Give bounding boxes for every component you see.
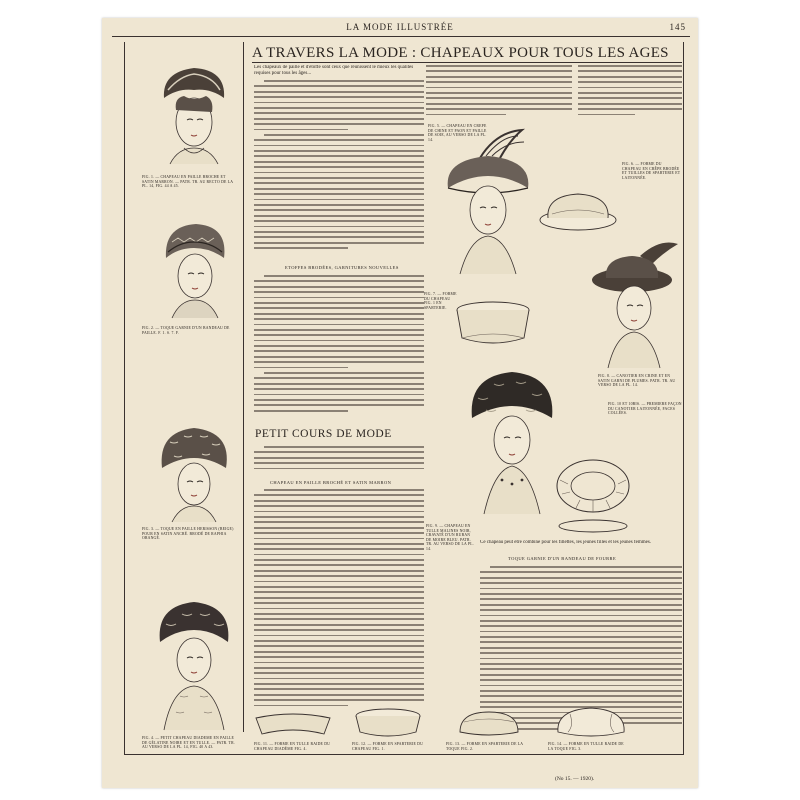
- left-border-rule: [124, 42, 125, 754]
- bottom-rule: [124, 754, 684, 755]
- right-border-rule: [683, 42, 684, 754]
- right-paragraph: Ce chapeau peut être combiné pour les fillettes, les jeunes filles et les jeunes femmes.: [480, 540, 652, 545]
- caption-fig-10: FIG. 10 ET 10BIS. — PREMIÈRE FAÇON DU CANOTIER LAITONNÉE, FACES COLLÉES.: [608, 402, 682, 416]
- illustration-fig-11: [252, 712, 334, 740]
- illustration-fig-4: [150, 596, 238, 734]
- running-head: [110, 22, 690, 36]
- caption-fig-4: FIG. 4. — PETIT CHAPEAU DIADÈME EN PAILLE DE GÉLATINE NOIRE ET EN TULLE. — PATR. TR. AU VERSO DE LA PL. 14, FIG. 40 A 43.: [142, 736, 235, 750]
- illustration-fig-7: [450, 300, 536, 348]
- caption-fig-2: FIG. 2. — TOQUE GARNIE D'UN BANDEAU DE PAILLE. F. 1. S. 7. F.: [142, 326, 230, 335]
- illustration-fig-3: [150, 418, 238, 524]
- course-body-text: [254, 489, 424, 711]
- illustration-fig-14: [554, 704, 628, 740]
- illustration-fig-12: [352, 706, 424, 740]
- caption-fig-12: FIG. 12. — FORME EN SPARTERIE DU CHAPEAU FIG. 1.: [352, 742, 424, 751]
- caption-fig-11: FIG. 11. — FORME EN TULLE RAIDE DU CHAPEAU DIADÈME FIG. 4.: [254, 742, 331, 751]
- caption-fig-8: FIG. 8. — CANOTIER EN CRINE ET EN SATIN GARNI DE PLUMES. PATR. TR. AU VERSO DE LA PL. 14.: [598, 374, 676, 388]
- article-column-1: [254, 80, 424, 262]
- intro-paragraph: Les chapeaux de paille et d'étoffe sont ceux que réunissent le mieux les qualités requises pour tous les âges...: [254, 65, 414, 76]
- caption-fig-7: FIG. 7. — FORME DU CHAPEAU FIG. 1 EN SPARTERIE.: [424, 292, 457, 310]
- section-head-fur-toque: TOQUE GARNIE D'UN BANDEAU DE FOURRE: [508, 556, 617, 561]
- gutter-rule-left: [243, 42, 244, 732]
- course-intro-text: [254, 446, 424, 478]
- illustration-fig-2: [150, 212, 238, 322]
- caption-fig-1: FIG. 1. — CHAPEAU EN PAILLE BROCHÉ ET SATIN MARRON. — PATR. TR. AU RECTO DE LA PL. 14, FIG. 44 A 45.: [142, 175, 233, 189]
- caption-fig-13: FIG. 13. — FORME EN SPARTERIE DE LA TOQUE FIG. 2.: [446, 742, 523, 751]
- page-headline: A TRAVERS LA MODE : CHAPEAUX POUR TOUS LES AGES: [252, 45, 669, 61]
- section-head-embroidered: ETOFFES BRODÉES, GARNITURES NOUVELLES: [285, 265, 399, 270]
- article-column-3: [578, 65, 682, 119]
- section-subhead: PETIT COURS DE MODE: [255, 428, 392, 440]
- illustration-fig-6: [538, 190, 618, 234]
- illustration-fig-9: [466, 368, 558, 516]
- illustration-fig-13: [456, 708, 522, 740]
- running-title: LA MODE ILLUSTRÉE: [346, 22, 454, 32]
- headline-rule: [252, 62, 682, 63]
- illustration-fig-10: [548, 450, 638, 534]
- illustration-fig-5: [440, 128, 536, 276]
- illustration-fig-1: [150, 60, 238, 172]
- caption-fig-14: FIG. 14. — FORME EN TULLE RAIDE DE LA TOQUE FIG. 3.: [548, 742, 624, 751]
- caption-fig-5: FIG. 5. — CHAPEAU EN CRÊPE DE CHINE ET PAON ET PAILLE DE SOIE, AU VERSO DE LA PL. 14.: [428, 124, 487, 142]
- section-head-brown-hat: CHAPEAU EN PAILLE BROCHÉ ET SATIN MARRON: [270, 480, 392, 485]
- article-column-1b: [254, 275, 424, 423]
- page-number: 145: [669, 22, 686, 32]
- caption-fig-6: FIG. 6. — FORME DU CHAPEAU EN CRÊPE BRODÉE ET TUILLES DE SPARTERIE ET LAITONNÉE.: [622, 162, 681, 180]
- illustration-fig-8: [590, 238, 684, 370]
- caption-fig-3: FIG. 3. — TOQUE EN PAILLE HÉRISSON (BEIGE) POUR EN SATIN ANCRÉ. BRODÉ DE RAPHIA ORANGÉ.: [142, 527, 234, 541]
- caption-fig-9: FIG. 9. — CHAPEAU EN TULLE MALINES NOIR, CRAVATÉ D'UN RUBAN DE MOIRE BLEU. PATR. TR. AU VERSO DE LA PL. 14.: [426, 524, 474, 551]
- page-footer: (No 15. — 1920).: [555, 776, 595, 782]
- header-rule: [112, 36, 690, 37]
- article-column-2: [426, 65, 572, 119]
